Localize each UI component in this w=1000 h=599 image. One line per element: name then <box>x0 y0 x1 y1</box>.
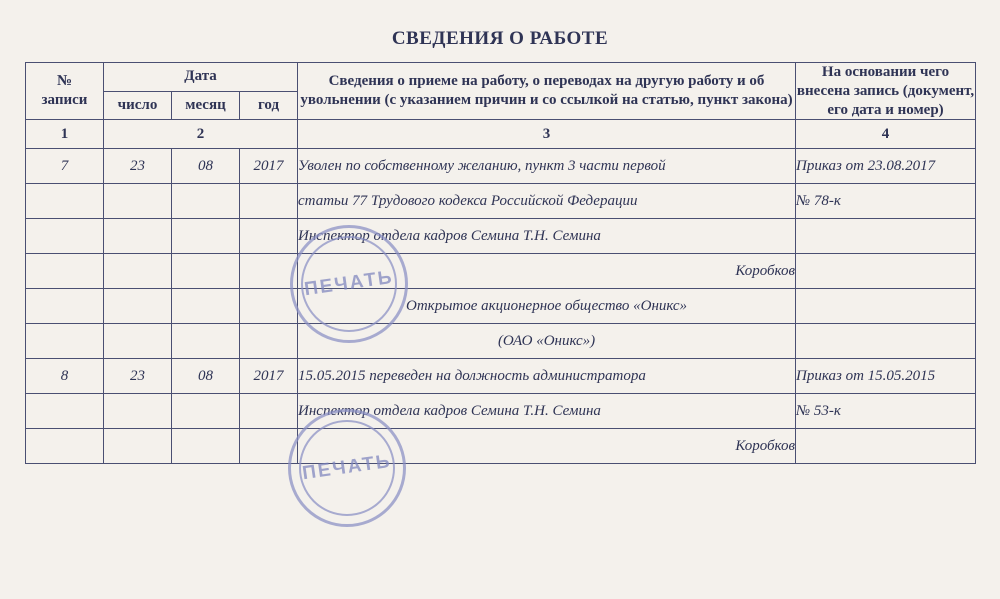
colnum-3: 3 <box>298 120 796 149</box>
cell-record-no <box>26 289 104 324</box>
header-month: месяц <box>172 91 240 120</box>
cell-basis: № 78-к <box>796 184 976 219</box>
cell-info: (ОАО «Оникс») <box>298 324 796 359</box>
table-row <box>26 429 976 464</box>
table-row <box>26 219 976 254</box>
table-row <box>26 324 976 359</box>
cell-day: 23 <box>104 359 172 394</box>
colnum-4: 4 <box>796 120 976 149</box>
cell-month <box>172 394 240 429</box>
table-row <box>26 289 976 324</box>
table-header-row-1 <box>26 63 976 92</box>
cell-info: Инспектор отдела кадров Семина Т.Н. Семина <box>298 394 796 429</box>
header-info: Сведения о приеме на работу, о переводах на другую работу и об увольнении (с указанием причин и со ссылкой на статью, пункт закона) <box>298 63 796 120</box>
cell-basis: № 53-к <box>796 394 976 429</box>
cell-record-no <box>26 219 104 254</box>
cell-basis: Приказ от 15.05.2015 <box>796 359 976 394</box>
cell-info: Уволен по собственному желанию, пункт 3 части первой <box>298 149 796 184</box>
cell-year <box>240 254 298 289</box>
cell-month <box>172 324 240 359</box>
cell-year <box>240 219 298 254</box>
header-basis: На основании чего внесена запись (документ, его дата и номер) <box>796 63 976 120</box>
seal-stamp-label: ПЕЧАТЬ <box>303 266 395 301</box>
cell-year <box>240 289 298 324</box>
table-row <box>26 149 976 184</box>
cell-basis <box>796 429 976 464</box>
cell-month: 08 <box>172 149 240 184</box>
cell-basis <box>796 324 976 359</box>
table-row <box>26 184 976 219</box>
table-row <box>26 394 976 429</box>
colnum-1: 1 <box>26 120 104 149</box>
cell-record-no <box>26 324 104 359</box>
cell-day <box>104 394 172 429</box>
cell-basis: Приказ от 23.08.2017 <box>796 149 976 184</box>
cell-basis <box>796 289 976 324</box>
page-title: СВЕДЕНИЯ О РАБОТЕ <box>391 28 609 49</box>
cell-record-no <box>26 254 104 289</box>
cell-record-no <box>26 394 104 429</box>
cell-year <box>240 429 298 464</box>
cell-info: 15.05.2015 переведен на должность администратора <box>298 359 796 394</box>
cell-month <box>172 184 240 219</box>
cell-day <box>104 184 172 219</box>
cell-basis <box>796 254 976 289</box>
cell-day <box>104 219 172 254</box>
cell-month <box>172 429 240 464</box>
work-record-table <box>25 62 976 464</box>
seal-stamp-label: ПЕЧАТЬ <box>301 450 393 485</box>
header-date-group: Дата <box>104 63 298 92</box>
cell-day <box>104 324 172 359</box>
cell-year: 2017 <box>240 149 298 184</box>
cell-record-no <box>26 184 104 219</box>
cell-basis <box>796 219 976 254</box>
cell-month <box>172 219 240 254</box>
header-record-no: № записи <box>26 63 104 120</box>
cell-day <box>104 254 172 289</box>
cell-day <box>104 289 172 324</box>
colnum-2: 2 <box>104 120 298 149</box>
table-column-number-row <box>26 120 976 149</box>
cell-year <box>240 184 298 219</box>
cell-year: 2017 <box>240 359 298 394</box>
cell-info: статьи 77 Трудового кодекса Российской Федерации <box>298 184 796 219</box>
cell-info: Коробков <box>298 254 796 289</box>
cell-month <box>172 289 240 324</box>
table-row <box>26 359 976 394</box>
cell-day: 23 <box>104 149 172 184</box>
cell-record-no: 8 <box>26 359 104 394</box>
cell-year <box>240 394 298 429</box>
cell-year <box>240 324 298 359</box>
header-year: год <box>240 91 298 120</box>
cell-month: 08 <box>172 359 240 394</box>
cell-record-no: 7 <box>26 149 104 184</box>
cell-info: Инспектор отдела кадров Семина Т.Н. Семина <box>298 219 796 254</box>
cell-record-no <box>26 429 104 464</box>
header-day: число <box>104 91 172 120</box>
cell-month <box>172 254 240 289</box>
cell-day <box>104 429 172 464</box>
cell-info: Открытое акционерное общество «Оникс» <box>298 289 796 324</box>
table-row <box>26 254 976 289</box>
cell-info: Коробков <box>298 429 796 464</box>
